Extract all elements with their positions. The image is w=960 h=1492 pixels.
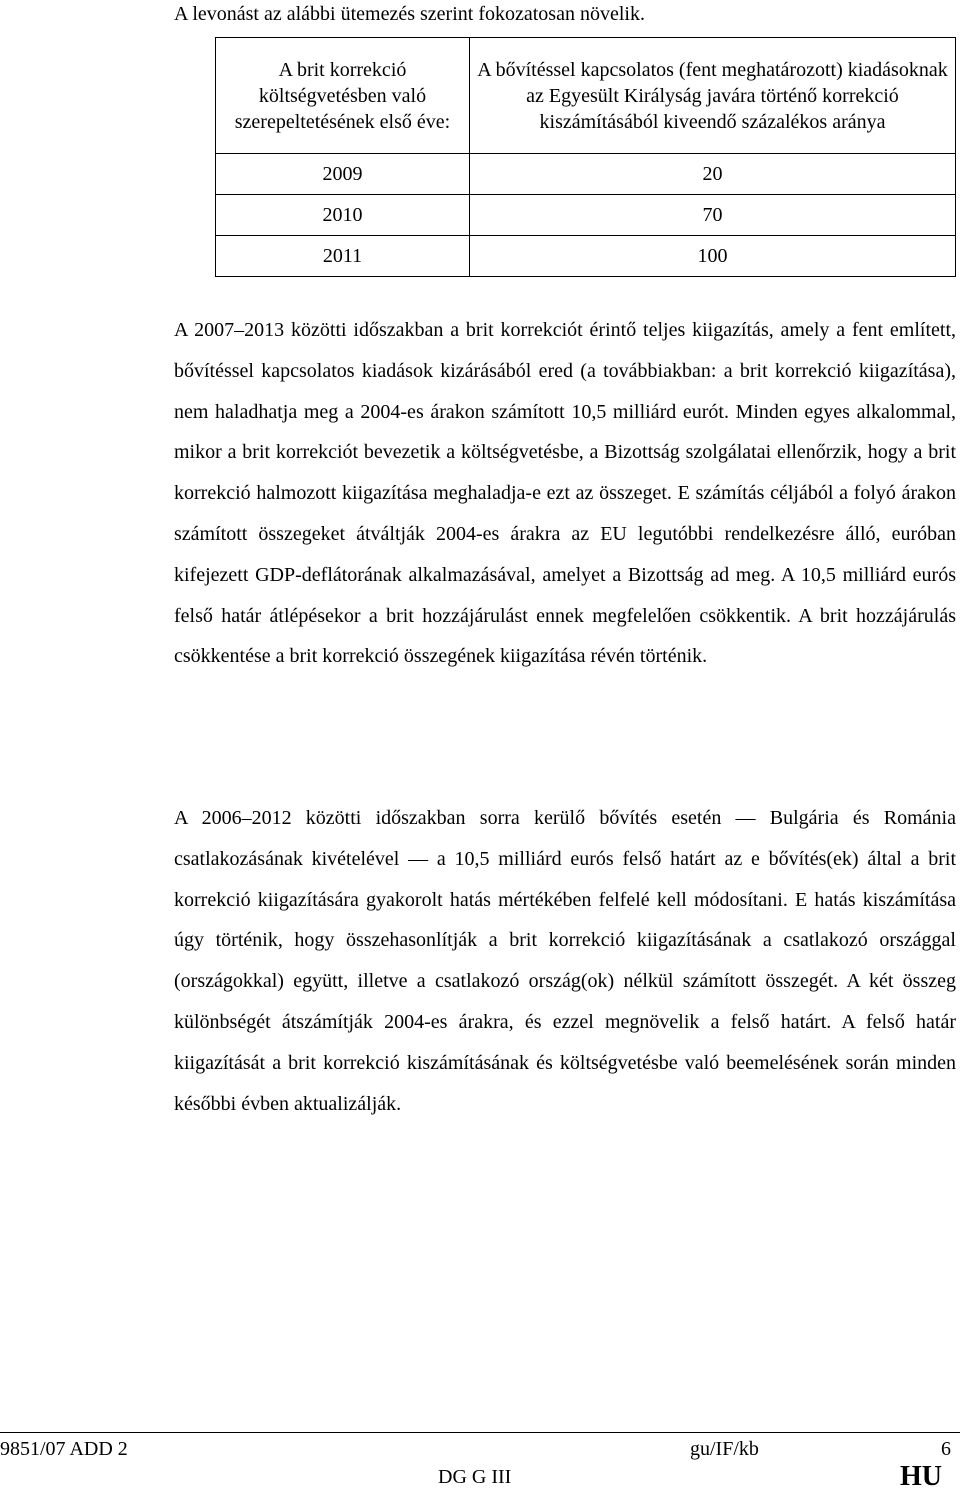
schedule-table (215, 37, 956, 277)
table-row (216, 195, 956, 236)
year-cell: 2011 (216, 236, 470, 277)
author-initials: gu/IF/kb (690, 1438, 759, 1460)
year-cell: 2010 (216, 195, 470, 236)
intro-text: A levonást az alábbi ütemezés szerint fokozatosan növelik. (174, 3, 645, 25)
percentage-cell: 20 (470, 154, 956, 195)
directorate-code: DG G III (438, 1466, 512, 1488)
percentage-cell: 70 (470, 195, 956, 236)
language-code: HU (900, 1461, 942, 1492)
table-row (216, 236, 956, 277)
column-header-percentage: A bővítéssel kapcsolatos (fent meghatározott) kiadásoknak az Egyesült Királyság javára történő korrekció kiszámításából kiveendő százalékos aránya (470, 38, 956, 154)
year-cell: 2009 (216, 154, 470, 195)
table-row (216, 154, 956, 195)
body-paragraph: A 2006–2012 közötti időszakban sorra kerülő bővítés esetén — Bulgária és Románia csatlakozásának kivételével — a 10,5 milliárd eurós felső határt az e bővítés(ek) által a brit korrekció kiigazítására gyakorolt hatás mértékében felfelé kell módosítani. E hatás kiszámítása úgy történik, hogy összehasonlítják a brit korrekció kiigazításának a csatlakozó országgal (országokkal) együtt, illetve a csatlakozó ország(ok) nélkül számított összegét. A két összeg különbségét átszámítják 2004-es árakra, és ezzel megnövelik a felső határt. A felső határ kiigazítását a brit korrekció kiszámításának és költségvetésbe való beemelésének során minden későbbi évben aktualizálják. (174, 807, 956, 1115)
table-header-row (216, 38, 956, 154)
percentage-cell: 100 (470, 236, 956, 277)
document-reference: 9851/07 ADD 2 (0, 1438, 128, 1460)
page-number: 6 (941, 1438, 951, 1460)
column-header-year: A brit korrekció költségvetésben való szerepeltetésének első éve: (216, 38, 470, 154)
body-paragraph: A 2007–2013 közötti időszakban a brit korrekciót érintő teljes kiigazítás, amely a fent említett, bővítéssel kapcsolatos kiadások kizárásából ered (a továbbiakban: a brit korrekció kiigazítása), nem haladhatja meg a 2004-es árakon számított 10,5 milliárd eurót. Minden egyes alkalommal, mikor a brit korrekciót bevezetik a költségvetésbe, a Bizottság szolgálatai ellenőrzik, hogy a brit korrekció halmozott kiigazítása meghaladja-e ezt az összeget. E számítás céljából a folyó árakon számított összegeket átváltják 2004-es árakra az EU legutóbbi rendelkezésre álló, euróban kifejezett GDP-deflátorának alkalmazásával, amelyet a Bizottság ad meg. A 10,5 milliárd eurós felső határ átlépésekor a brit hozzájárulást ennek megfelelően csökkentik. A brit hozzájárulás csökkentése a brit korrekció összegének kiigazítása révén történik. (174, 319, 956, 668)
footer-divider (0, 1432, 960, 1433)
